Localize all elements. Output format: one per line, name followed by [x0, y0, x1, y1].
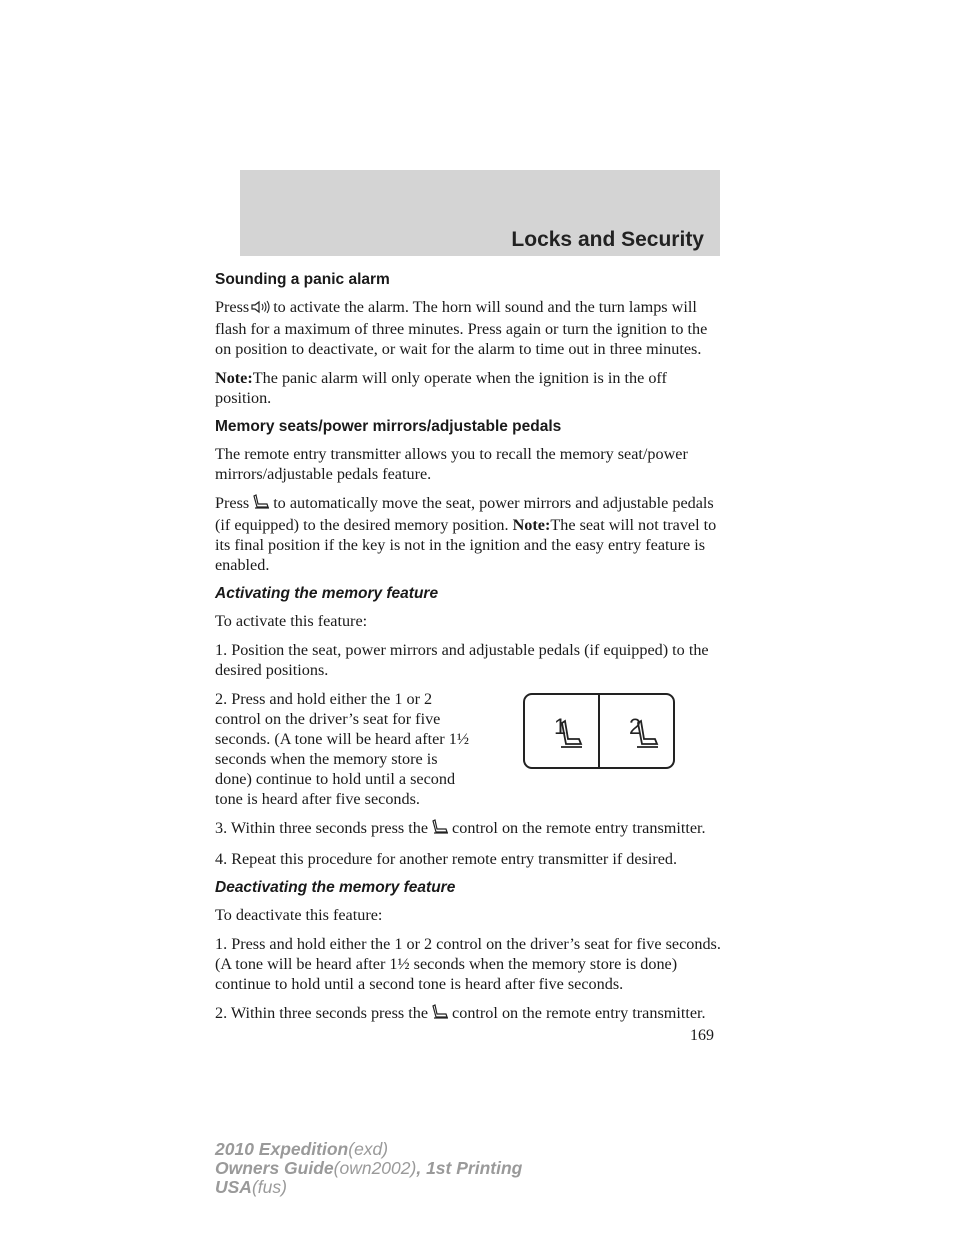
memory-button-2-label: 2 [629, 714, 642, 739]
memory-seat-icon [430, 1004, 450, 1025]
activate-heading: Activating the memory feature [215, 585, 439, 602]
memory-note-label: Note: [512, 516, 551, 534]
horn-sound-icon [251, 299, 271, 319]
activate-step-1: 1. Position the seat, power mirrors and adjustable pedals (if equipped) to the desired positions. [215, 641, 709, 679]
footer-line-3: USA(fus) [215, 1177, 287, 1197]
panic-heading: Sounding a panic alarm [215, 271, 390, 288]
footer-line-2: Owners Guide(own2002), 1st Printing [215, 1158, 523, 1178]
memory-heading: Memory seats/power mirrors/adjustable pedals [215, 418, 562, 435]
activate-step-3-pre: 3. Within three seconds press the [215, 819, 429, 837]
page-number: 169 [690, 1027, 714, 1044]
activate-step-2: 2. Press and hold either the 1 or 2 control on the driver’s seat for five seconds. (A tone will be heard after 1½ seconds when the memory store is done) continue to hold until a second tone is heard after five seconds. [215, 690, 469, 808]
header-band [240, 170, 720, 256]
diagram-divider [598, 695, 600, 767]
memory-button-2 [625, 713, 661, 756]
memory-intro: The remote entry transmitter allows you to recall the memory seat/power mirrors/adjustable pedals feature. [215, 445, 688, 483]
panic-note [215, 368, 725, 408]
memory-seat-icon [430, 819, 450, 840]
deactivate-heading: Deactivating the memory feature [215, 879, 456, 896]
footer-line-1: 2010 Expedition(exd) [215, 1139, 389, 1159]
deactivate-step-2-post: control on the remote entry transmitter. [452, 1004, 706, 1022]
memory-seat-icon [251, 494, 271, 515]
deactivate-intro: To deactivate this feature: [215, 906, 383, 924]
memory-body-text: to automatically move the seat, power mirrors and adjustable pedals (if equipped) to the desired memory position. [215, 494, 714, 534]
panic-paragraph [215, 297, 725, 359]
activate-step-3-post: control on the remote entry transmitter. [452, 819, 706, 837]
activate-intro: To activate this feature: [215, 612, 368, 630]
page-content [215, 270, 725, 1034]
activate-step-4: 4. Repeat this procedure for another remote entry transmitter if desired. [215, 850, 678, 868]
panic-press-text: Press [215, 298, 250, 316]
memory-press-paragraph [215, 493, 725, 575]
deactivate-step-2 [215, 1003, 725, 1025]
memory-button-1 [549, 713, 585, 756]
memory-seat-buttons-diagram [523, 693, 675, 769]
deactivate-step-1: 1. Press and hold either the 1 or 2 control on the driver’s seat for five seconds. (A tone will be heard after 1½ seconds when the memory store is done) continue to hold until a second tone is heard after five seconds. [215, 935, 721, 993]
memory-note-text: The seat will not travel to its final position if the key is not in the ignition and the easy entry feature is enabled. [215, 516, 717, 574]
deactivate-step-2-pre: 2. Within three seconds press the [215, 1004, 429, 1022]
section-title: Locks and Security [511, 228, 704, 251]
print-footer [215, 1140, 522, 1197]
memory-button-1-label: 1 [554, 714, 567, 739]
memory-press-text: Press [215, 494, 250, 512]
panic-body-text: to activate the alarm. The horn will sound and the turn lamps will flash for a maximum of three minutes. Press again or turn the ignition to the on position to deactivate, or wait for the alarm to time out in three minutes. [215, 298, 708, 358]
activate-step-3 [215, 818, 725, 840]
panic-note-label: Note: [215, 369, 253, 387]
panic-note-text: The panic alarm will only operate when the ignition is in the off position. [215, 369, 667, 407]
activate-step-2-block [215, 689, 725, 809]
